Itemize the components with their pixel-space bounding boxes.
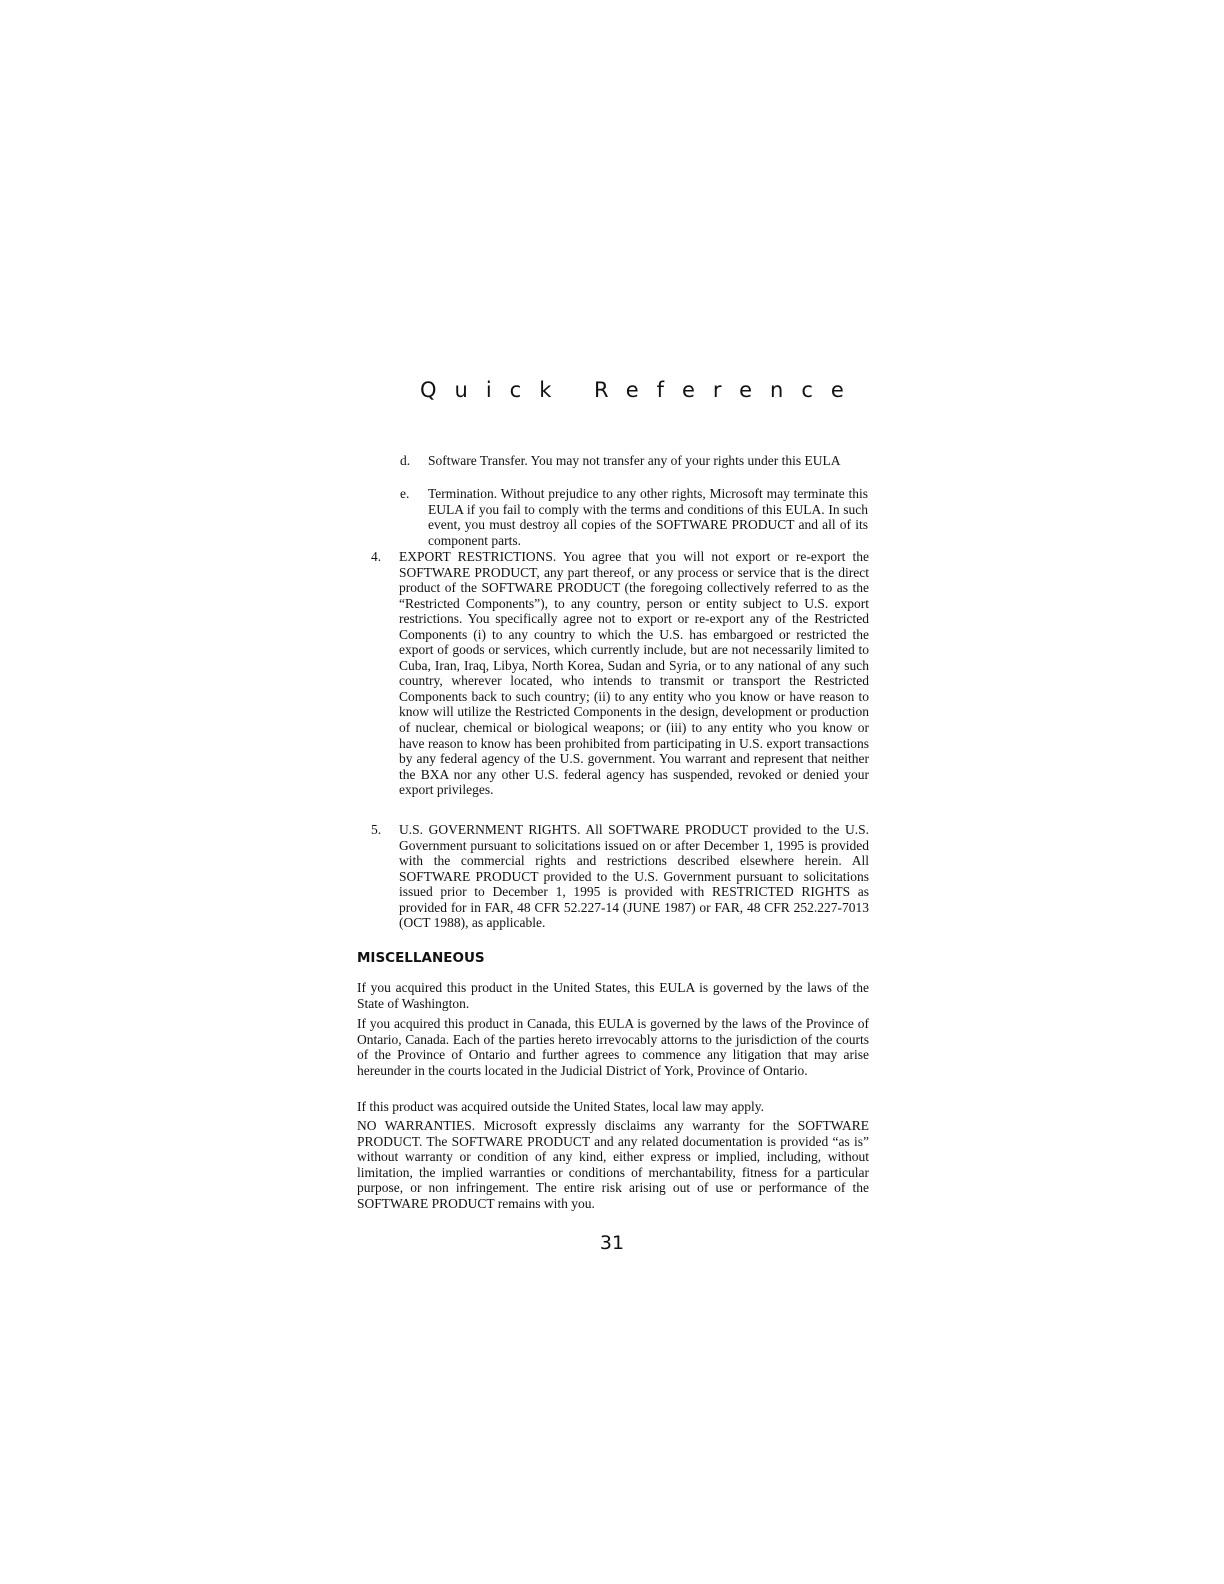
governing-law-canada-paragraph: If you acquired this product in Canada, this EULA is governed by the laws of the Province of Ontario, Canada. Each of the parties hereto irrevocably attorns to the jurisdiction of the courts of the Province of Ontario and further agrees to commence any litigation that may arise hereunder in the courts located in the Judicial District of York, Province of Ontario. [357,1016,869,1078]
running-head-title: Quick Reference [420,378,862,402]
miscellaneous-heading: MISCELLANEOUS [357,950,485,966]
software-transfer-clause: Software Transfer. You may not transfer any of your rights under this EULA [428,453,841,468]
page-number: 31 [599,1232,625,1254]
list-marker-e: e. [400,486,410,501]
government-rights-clause: U.S. GOVERNMENT RIGHTS. All SOFTWARE PRODUCT provided to the U.S. Government pursuant to solicitations issued on or after December 1, 1995 is provided with the commercial rights and restrictions described elsewhere herein. All SOFTWARE PRODUCT provided to the U.S. Government pursuant to solicitations issued prior to December 1, 1995 is provided with RESTRICTED RIGHTS as provided for in FAR, 48 CFR 52.227-14 (JUNE 1987) or FAR, 48 CFR 252.227-7013 (OCT 1988), as applicable. [399,822,869,931]
termination-clause: Termination. Without prejudice to any other rights, Microsoft may terminate this EULA if you fail to comply with the terms and conditions of this EULA. In such event, you must destroy all copies of the SOFTWARE PRODUCT and all of its component parts. [428,486,868,548]
list-marker-5: 5. [371,822,382,837]
export-restrictions-clause: EXPORT RESTRICTIONS. You agree that you will not export or re-export the SOFTWARE PRODUCT, any part thereof, or any process or service that is the direct product of the SOFTWARE PRODUCT (the foregoing collectively referred to as the “Restricted Components”), to any country, person or entity subject to U.S. export restrictions. You specifically agree not to export or re-export any of the Restricted Components (i) to any country to which the U.S. has embargoed or restricted the export of goods or services, which currently include, but are not necessarily limited to Cuba, Iran, Iraq, Libya, North Korea, Sudan and Syria, or to any national of any such country, wherever located, who intends to transmit or transport the Restricted Components back to such country; (ii) to any entity who you know or have reason to know will utilize the Restricted Components in the design, development or production of nuclear, chemical or biological weapons; or (iii) to any entity who you know or have reason to know has been prohibited from participating in U.S. export transactions by any federal agency of the U.S. government. You warrant and represent that neither the BXA nor any other U.S. federal agency has suspended, revoked or denied your export privileges. [399,549,869,798]
outside-us-paragraph: If this product was acquired outside the United States, local law may apply. [357,1099,765,1114]
governing-law-us-paragraph: If you acquired this product in the United States, this EULA is governed by the laws of the State of Washington. [357,980,869,1011]
list-marker-d: d. [400,453,411,468]
list-marker-4: 4. [371,549,382,564]
no-warranties-paragraph: NO WARRANTIES. Microsoft expressly disclaims any warranty for the SOFTWARE PRODUCT. The SOFTWARE PRODUCT and any related documentation is provided “as is” without warranty or condition of any kind, either express or implied, including, without limitation, the implied warranties or conditions of merchantability, fitness for a particular purpose, or non infringement. The entire risk arising out of use or performance of the SOFTWARE PRODUCT remains with you. [357,1118,869,1211]
